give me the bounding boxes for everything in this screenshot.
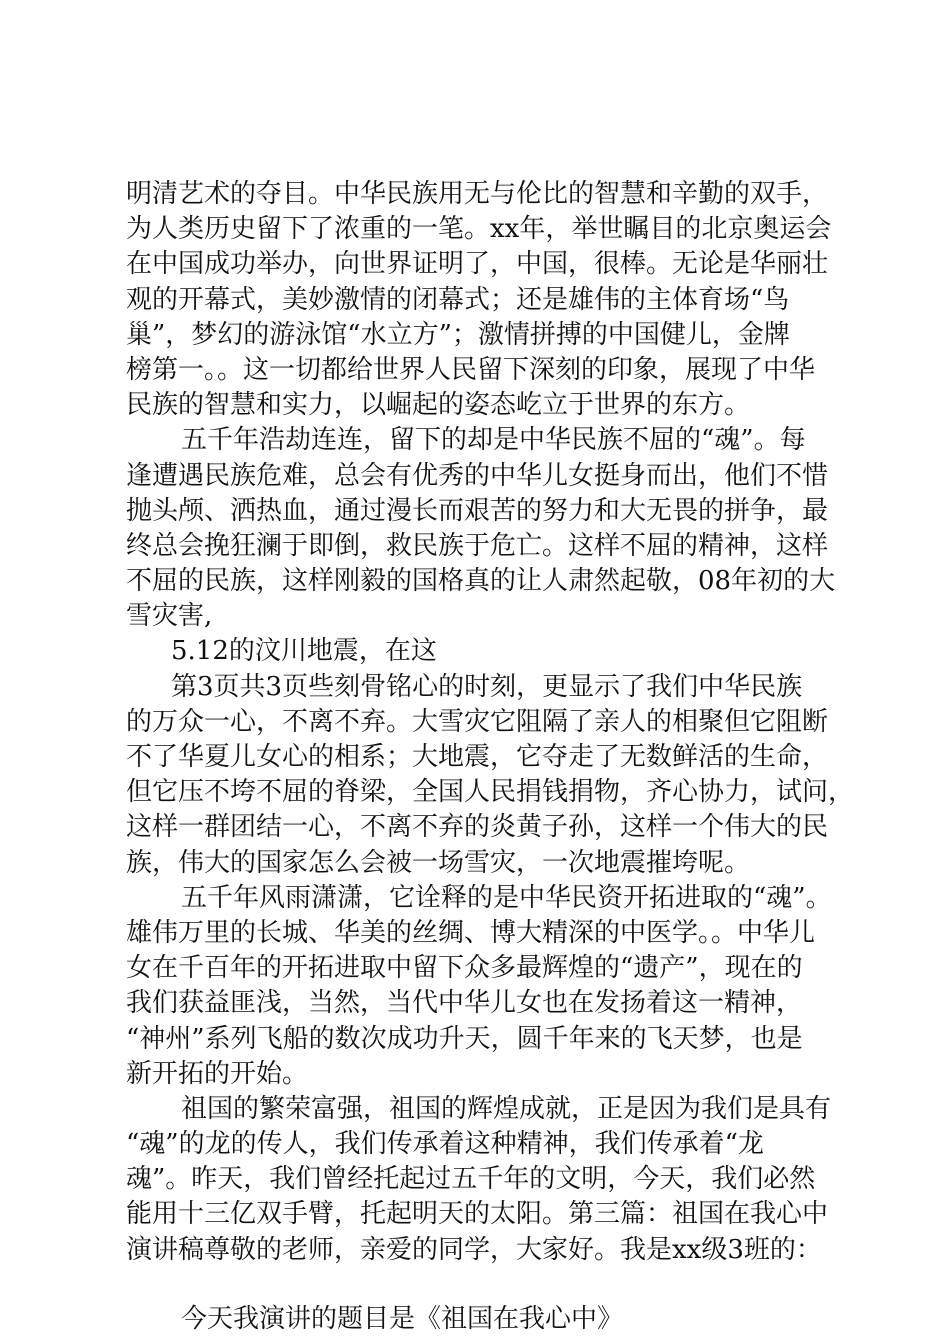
text-line: 为人类历史留下了浓重的一笔。xx年，举世瞩目的北京奥运会 <box>126 214 832 245</box>
paragraph-gap <box>126 1268 846 1302</box>
text-line: 观的开幕式，美妙激情的闭幕式；还是雄伟的主体育场“鸟 <box>126 284 790 315</box>
text-line: 演讲稿尊敬的老师，亲爱的同学，大家好。我是xx级3班的： <box>126 1234 822 1265</box>
text-line: 族，伟大的国家怎么会被一场雪灾，一次地震摧垮呢。 <box>126 847 751 878</box>
text-line: 雪灾害, <box>126 601 213 632</box>
closing-line: 今天我演讲的题目是《祖国在我心中》 <box>181 1303 624 1334</box>
text-line: 魂”。昨天，我们曾经托起过五千年的文明，今天，我们必然 <box>126 1164 816 1195</box>
text-line: “魂”的龙的传人，我们传承着这种精神，我们传承着“龙 <box>126 1129 764 1160</box>
text-line: 不屈的民族，这样刚毅的国格真的让人肃然起敬，08年初的大 <box>126 566 836 597</box>
text-line: 榜第一。。这一切都给世界人民留下深刻的印象，展现了中华 <box>126 354 816 385</box>
text-line: 抛头颅、洒热血，通过漫长而艰苦的努力和大无畏的拼争，最 <box>126 495 829 526</box>
text-line: 但它压不垮不屈的脊梁，全国人民捐钱捐物，齐心协力，试问， <box>126 777 855 808</box>
text-line: 终总会挽狂澜于即倒，救民族于危亡。这样不屈的精神，这样 <box>126 530 829 561</box>
text-line: 不了华夏儿女心的相系；大地震，它夺走了无数鲜活的生命， <box>126 742 829 772</box>
text-line: 巢”，梦幻的游泳馆“水立方”；激情拼搏的中国健儿，金牌 <box>126 319 790 350</box>
text-line: 我们获益匪浅，当然，当代中华儿女也在发扬着这一精神， <box>126 988 803 1019</box>
text-line: 在中国成功举办，向世界证明了，中国，很棒。无论是华丽壮 <box>126 249 829 280</box>
paragraph-start-line: 五千年风雨潇潇，它诠释的是中华民资开拓进取的“魂”。 <box>181 882 832 913</box>
paragraph-start-line: 五千年浩劫连连，留下的却是中华民族不屈的“魂”。每 <box>181 425 806 456</box>
text-line: 民族的智慧和实力，以崛起的姿态屹立于世界的东方。 <box>126 390 751 421</box>
paragraph-start-line: 5.12的汶川地震，在这 <box>171 636 437 667</box>
text-line: 雄伟万里的长城、华美的丝绸、博大精深的中医学。。中华儿 <box>126 917 816 948</box>
document-body <box>126 177 855 1337</box>
text-line: 逢遭遇民族危难，总会有优秀的中华儿女挺身而出，他们不惜 <box>126 460 829 491</box>
text-line: 能用十三亿双手臂，托起明天的太阳。第三篇：祖国在我心中 <box>126 1199 829 1230</box>
text-line: 新开拓的开始。 <box>126 1058 309 1089</box>
paragraph-start-line: 祖国的繁荣富强，祖国的辉煌成就，正是因为我们是具有 <box>181 1093 832 1124</box>
text-line: 的万众一心，不离不弃。大雪灾它阻隔了亲人的相聚但它阻断 <box>126 706 829 737</box>
text-line: 这样一群团结一心，不离不弃的炎黄子孙，这样一个伟大的民 <box>126 812 829 843</box>
text-line: “神州”系列飞船的数次成功升天，圆千年来的飞天梦，也是 <box>126 1023 803 1054</box>
text-line: 女在千百年的开拓进取中留下众多最辉煌的“遗产”，现在的 <box>126 953 803 984</box>
paragraph-start-line: 第3页共3页些刻骨铭心的时刻，更显示了我们中华民族 <box>171 671 803 702</box>
text-line: 明清艺术的夺目。中华民族用无与伦比的智慧和辛勤的双手， <box>126 179 829 209</box>
